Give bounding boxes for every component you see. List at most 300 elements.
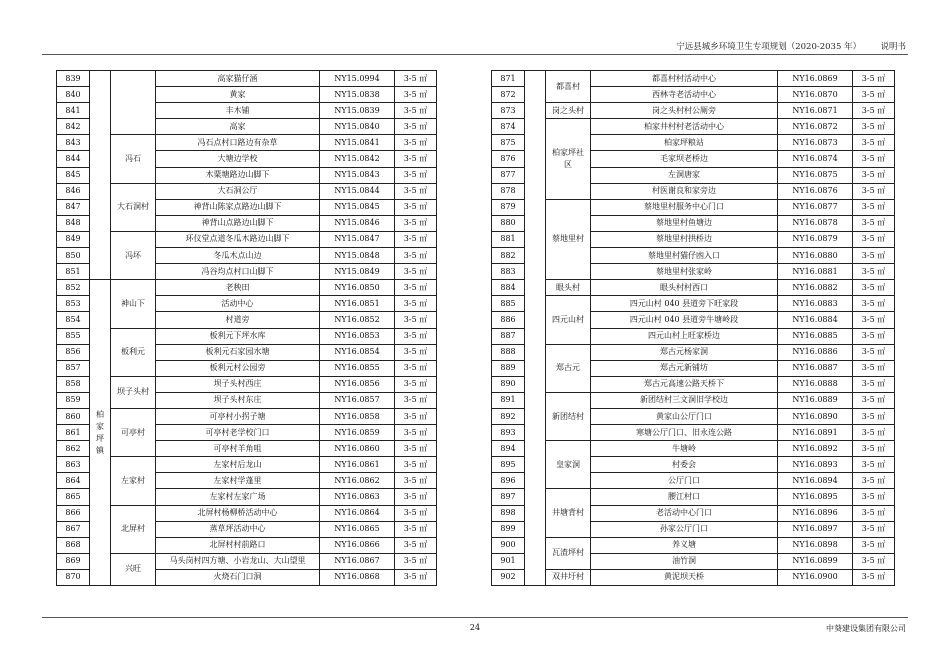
row-number: 897	[492, 489, 525, 505]
row-number: 854	[57, 312, 90, 328]
facility-code: NY16.0882	[778, 280, 853, 296]
area-size: 3-5 ㎡	[853, 360, 895, 376]
table-row	[57, 457, 437, 473]
table-row	[492, 537, 895, 553]
village-cell: 冯坏	[111, 231, 156, 279]
area-size: 3-5 ㎡	[395, 344, 437, 360]
table-row	[492, 441, 895, 457]
area-size: 3-5 ㎡	[395, 457, 437, 473]
location-name: 大石洞公厅	[156, 183, 320, 199]
facility-code: NY16.0893	[778, 457, 853, 473]
area-size: 3-5 ㎡	[395, 296, 437, 312]
location-name: 四元山村 040 县道旁下旺家段	[591, 296, 778, 312]
row-number: 892	[492, 408, 525, 424]
area-size: 3-5 ㎡	[853, 151, 895, 167]
location-name: 高家猫仔涵	[156, 71, 320, 87]
facility-code: NY15.0848	[320, 248, 395, 264]
location-name: 坝子头村西庄	[156, 376, 320, 392]
table-row	[492, 569, 895, 585]
village-cell: 大石洞村	[111, 183, 156, 231]
facility-code: NY16.0896	[778, 505, 853, 521]
facility-code: NY16.0869	[778, 71, 853, 87]
facility-code: NY15.0846	[320, 215, 395, 231]
location-name: 可亭村羊角咀	[156, 441, 320, 457]
area-size: 3-5 ㎡	[395, 521, 437, 537]
area-size: 3-5 ㎡	[853, 280, 895, 296]
area-size: 3-5 ㎡	[395, 489, 437, 505]
area-size: 3-5 ㎡	[853, 199, 895, 215]
location-name: 西林寺老活动中心	[591, 87, 778, 103]
location-name: 左家村左家广场	[156, 489, 320, 505]
area-size: 3-5 ㎡	[853, 408, 895, 424]
location-name: 板利元石家园水塘	[156, 344, 320, 360]
facility-code: NY16.0874	[778, 151, 853, 167]
facility-code: NY16.0898	[778, 537, 853, 553]
village-cell: 左家村	[111, 457, 156, 505]
area-size: 3-5 ㎡	[853, 505, 895, 521]
location-name: 活动中心	[156, 296, 320, 312]
location-name: 蔡地里村鱼塘边	[591, 215, 778, 231]
row-number: 877	[492, 167, 525, 183]
area-size: 3-5 ㎡	[853, 167, 895, 183]
facility-code: NY15.0994	[320, 71, 395, 87]
location-name: 养义塘	[591, 537, 778, 553]
table-row	[492, 119, 895, 135]
area-size: 3-5 ㎡	[853, 376, 895, 392]
location-name: 蒸草坪活动中心	[156, 521, 320, 537]
area-size: 3-5 ㎡	[395, 473, 437, 489]
row-number: 840	[57, 87, 90, 103]
area-size: 3-5 ㎡	[853, 119, 895, 135]
area-size: 3-5 ㎡	[853, 328, 895, 344]
row-number: 864	[57, 473, 90, 489]
location-name: 蔡地里村猫仔凼入口	[591, 248, 778, 264]
location-name: 四元山村上旺家桥边	[591, 328, 778, 344]
facility-code: NY15.0847	[320, 231, 395, 247]
facility-code: NY16.0859	[320, 425, 395, 441]
area-size: 3-5 ㎡	[395, 360, 437, 376]
facility-code: NY16.0857	[320, 392, 395, 408]
row-number: 874	[492, 119, 525, 135]
row-number: 893	[492, 425, 525, 441]
table-row	[57, 135, 437, 151]
facility-code: NY16.0860	[320, 441, 395, 457]
facility-code: NY15.0840	[320, 119, 395, 135]
table-row	[57, 328, 437, 344]
village-cell: 四元山村	[546, 296, 591, 344]
village-cell: 岗之头村	[546, 103, 591, 119]
facility-code: NY16.0856	[320, 376, 395, 392]
area-size: 3-5 ㎡	[395, 71, 437, 87]
facility-code: NY16.0890	[778, 408, 853, 424]
row-number: 871	[492, 71, 525, 87]
location-name: 老活动中心门口	[591, 505, 778, 521]
village-cell: 北屏村	[111, 505, 156, 553]
village-cell: 眼头村	[546, 280, 591, 296]
facility-code: NY15.0844	[320, 183, 395, 199]
row-number: 879	[492, 199, 525, 215]
facility-code: NY16.0888	[778, 376, 853, 392]
row-number: 875	[492, 135, 525, 151]
facility-code: NY16.0873	[778, 135, 853, 151]
area-size: 3-5 ㎡	[853, 71, 895, 87]
table-row	[492, 103, 895, 119]
village-cell: 皇家洞	[546, 441, 591, 489]
location-name: 左家村后龙山	[156, 457, 320, 473]
area-size: 3-5 ㎡	[853, 264, 895, 280]
location-name: 郑古元高速公路天桥下	[591, 376, 778, 392]
table-row	[492, 199, 895, 215]
village-cell: 新团结村	[546, 392, 591, 440]
location-name: 老秧田	[156, 280, 320, 296]
facility-code: NY16.0879	[778, 231, 853, 247]
location-name: 马头岗村四方塘、小岩龙山、大山望里	[156, 553, 320, 569]
row-number: 898	[492, 505, 525, 521]
row-number: 872	[492, 87, 525, 103]
row-number: 849	[57, 231, 90, 247]
table-row	[57, 280, 437, 296]
area-size: 3-5 ㎡	[853, 521, 895, 537]
area-size: 3-5 ㎡	[395, 135, 437, 151]
location-name: 油竹洞	[591, 553, 778, 569]
facility-code: NY16.0871	[778, 103, 853, 119]
location-name: 毛家坝老桥边	[591, 151, 778, 167]
row-number: 869	[57, 553, 90, 569]
row-number: 900	[492, 537, 525, 553]
facility-code: NY16.0867	[320, 553, 395, 569]
area-size: 3-5 ㎡	[395, 183, 437, 199]
row-number: 848	[57, 215, 90, 231]
area-size: 3-5 ㎡	[853, 248, 895, 264]
location-name: 火烧石门口洞	[156, 569, 320, 585]
location-name: 左家村学蓬里	[156, 473, 320, 489]
town-cell	[525, 71, 546, 586]
location-name: 蔡地里村张家岭	[591, 264, 778, 280]
facility-code: NY16.0851	[320, 296, 395, 312]
row-number: 863	[57, 457, 90, 473]
row-number: 902	[492, 569, 525, 585]
row-number: 868	[57, 537, 90, 553]
row-number: 888	[492, 344, 525, 360]
row-number: 858	[57, 376, 90, 392]
location-name: 冯石点村口路边有杂草	[156, 135, 320, 151]
village-cell: 坝子头村	[111, 376, 156, 408]
left-data-table	[56, 70, 437, 586]
page-number: 24	[469, 623, 481, 632]
area-size: 3-5 ㎡	[853, 296, 895, 312]
location-name: 柏家坪粮站	[591, 135, 778, 151]
table-row	[57, 71, 437, 87]
area-size: 3-5 ㎡	[853, 473, 895, 489]
row-number: 899	[492, 521, 525, 537]
row-number: 841	[57, 103, 90, 119]
table-row	[492, 489, 895, 505]
area-size: 3-5 ㎡	[395, 167, 437, 183]
area-size: 3-5 ㎡	[853, 537, 895, 553]
area-size: 3-5 ㎡	[853, 569, 895, 585]
facility-code: NY16.0852	[320, 312, 395, 328]
row-number: 845	[57, 167, 90, 183]
village-cell: 井塘背村	[546, 489, 591, 537]
area-size: 3-5 ㎡	[395, 505, 437, 521]
location-name: 北屏村村前路口	[156, 537, 320, 553]
area-size: 3-5 ㎡	[395, 151, 437, 167]
location-name: 板利元下坪水库	[156, 328, 320, 344]
facility-code: NY16.0883	[778, 296, 853, 312]
facility-code: NY16.0861	[320, 457, 395, 473]
facility-code: NY15.0845	[320, 199, 395, 215]
area-size: 3-5 ㎡	[395, 199, 437, 215]
row-number: 895	[492, 457, 525, 473]
location-name: 腰江村口	[591, 489, 778, 505]
location-name: 冬瓜木点山边	[156, 248, 320, 264]
row-number: 891	[492, 392, 525, 408]
area-size: 3-5 ㎡	[853, 312, 895, 328]
table-row	[57, 408, 437, 424]
village-cell: 板利元	[111, 328, 156, 376]
row-number: 881	[492, 231, 525, 247]
village-cell: 都喜村	[546, 71, 591, 103]
facility-code: NY16.0865	[320, 521, 395, 537]
area-size: 3-5 ㎡	[853, 87, 895, 103]
area-size: 3-5 ㎡	[395, 553, 437, 569]
facility-code: NY15.0839	[320, 103, 395, 119]
facility-code: NY16.0858	[320, 408, 395, 424]
area-size: 3-5 ㎡	[395, 215, 437, 231]
location-name: 可亭村小拐子塘	[156, 408, 320, 424]
row-number: 884	[492, 280, 525, 296]
facility-code: NY16.0889	[778, 392, 853, 408]
row-number: 883	[492, 264, 525, 280]
table-row	[57, 376, 437, 392]
facility-code: NY16.0870	[778, 87, 853, 103]
location-name: 神背山点路边山脚下	[156, 215, 320, 231]
village-cell: 郑古元	[546, 344, 591, 392]
location-name: 四元山村 040 县道旁牛塘岭段	[591, 312, 778, 328]
row-number: 842	[57, 119, 90, 135]
location-name: 高家	[156, 119, 320, 135]
facility-code: NY16.0881	[778, 264, 853, 280]
location-name: 岗之头村村公厕旁	[591, 103, 778, 119]
location-name: 黄泥坝天桥	[591, 569, 778, 585]
area-size: 3-5 ㎡	[853, 344, 895, 360]
location-name: 环仪堂点道冬瓜木路边山脚下	[156, 231, 320, 247]
row-number: 839	[57, 71, 90, 87]
town-cell	[90, 71, 111, 280]
company-name: 中葵建设集团有限公司	[826, 624, 906, 633]
area-size: 3-5 ㎡	[853, 457, 895, 473]
row-number: 870	[57, 569, 90, 585]
location-name: 丰木铺	[156, 103, 320, 119]
facility-code: NY16.0850	[320, 280, 395, 296]
area-size: 3-5 ㎡	[853, 135, 895, 151]
facility-code: NY15.0843	[320, 167, 395, 183]
facility-code: NY15.0838	[320, 87, 395, 103]
row-number: 894	[492, 441, 525, 457]
village-cell: 瓦渣坪村	[546, 537, 591, 569]
location-name: 村委会	[591, 457, 778, 473]
facility-code: NY16.0872	[778, 119, 853, 135]
location-name: 大塘边学校	[156, 151, 320, 167]
facility-code: NY15.0849	[320, 264, 395, 280]
area-size: 3-5 ㎡	[395, 328, 437, 344]
facility-code: NY16.0877	[778, 199, 853, 215]
village-cell: 冯石	[111, 135, 156, 183]
row-number: 855	[57, 328, 90, 344]
facility-code: NY16.0885	[778, 328, 853, 344]
area-size: 3-5 ㎡	[395, 441, 437, 457]
location-name: 蔡地里村拱桥边	[591, 231, 778, 247]
location-name: 黄家	[156, 87, 320, 103]
facility-code: NY16.0853	[320, 328, 395, 344]
location-name: 冯谷均点村口山脚下	[156, 264, 320, 280]
facility-code: NY16.0876	[778, 183, 853, 199]
area-size: 3-5 ㎡	[395, 408, 437, 424]
area-size: 3-5 ㎡	[853, 489, 895, 505]
location-name: 黄家山公厅门口	[591, 408, 778, 424]
table-row	[57, 183, 437, 199]
row-number: 853	[57, 296, 90, 312]
row-number: 860	[57, 408, 90, 424]
location-name: 蔡地里村服务中心门口	[591, 199, 778, 215]
facility-code: NY16.0887	[778, 360, 853, 376]
location-name: 公厅门口	[591, 473, 778, 489]
area-size: 3-5 ㎡	[395, 392, 437, 408]
table-row	[492, 392, 895, 408]
facility-code: NY16.0862	[320, 473, 395, 489]
facility-code: NY16.0880	[778, 248, 853, 264]
header-divider	[42, 54, 908, 55]
row-number: 856	[57, 344, 90, 360]
footer-divider	[42, 617, 908, 618]
location-name: 郑古元杨家洞	[591, 344, 778, 360]
row-number: 866	[57, 505, 90, 521]
area-size: 3-5 ㎡	[395, 87, 437, 103]
row-number: 851	[57, 264, 90, 280]
table-row	[492, 280, 895, 296]
facility-code: NY15.0841	[320, 135, 395, 151]
location-name: 寒塘公厅门口、旧永连公路	[591, 425, 778, 441]
area-size: 3-5 ㎡	[395, 280, 437, 296]
right-data-table	[491, 70, 895, 586]
area-size: 3-5 ㎡	[853, 183, 895, 199]
row-number: 887	[492, 328, 525, 344]
row-number: 876	[492, 151, 525, 167]
facility-code: NY15.0842	[320, 151, 395, 167]
row-number: 885	[492, 296, 525, 312]
row-number: 865	[57, 489, 90, 505]
row-number: 861	[57, 425, 90, 441]
area-size: 3-5 ㎡	[395, 103, 437, 119]
facility-code: NY16.0892	[778, 441, 853, 457]
facility-code: NY16.0855	[320, 360, 395, 376]
row-number: 886	[492, 312, 525, 328]
facility-code: NY16.0897	[778, 521, 853, 537]
area-size: 3-5 ㎡	[853, 441, 895, 457]
table-row	[57, 505, 437, 521]
area-size: 3-5 ㎡	[853, 215, 895, 231]
area-size: 3-5 ㎡	[853, 103, 895, 119]
location-name: 左洞唐家	[591, 167, 778, 183]
location-name: 村医谢良和家旁边	[591, 183, 778, 199]
table-row	[492, 71, 895, 87]
facility-code: NY16.0866	[320, 537, 395, 553]
village-cell: 兴旺	[111, 553, 156, 585]
location-name: 新团结村三文洞旧学校边	[591, 392, 778, 408]
facility-code: NY16.0894	[778, 473, 853, 489]
facility-code: NY16.0899	[778, 553, 853, 569]
row-number: 889	[492, 360, 525, 376]
facility-code: NY16.0886	[778, 344, 853, 360]
location-name: 可亭村老学校门口	[156, 425, 320, 441]
facility-code: NY16.0875	[778, 167, 853, 183]
row-number: 890	[492, 376, 525, 392]
table-row	[57, 553, 437, 569]
village-cell: 可亭村	[111, 408, 156, 456]
location-name: 木粟塘路边山脚下	[156, 167, 320, 183]
row-number: 847	[57, 199, 90, 215]
row-number: 873	[492, 103, 525, 119]
row-number: 878	[492, 183, 525, 199]
row-number: 880	[492, 215, 525, 231]
row-number: 867	[57, 521, 90, 537]
row-number: 901	[492, 553, 525, 569]
area-size: 3-5 ㎡	[395, 376, 437, 392]
document-title: 宁远县城乡环境卫生专项规划（2020-2035 年）	[676, 42, 862, 52]
row-number: 843	[57, 135, 90, 151]
area-size: 3-5 ㎡	[395, 119, 437, 135]
facility-code: NY16.0863	[320, 489, 395, 505]
area-size: 3-5 ㎡	[395, 537, 437, 553]
location-name: 神背山陈家点路边山脚下	[156, 199, 320, 215]
location-name: 村道旁	[156, 312, 320, 328]
location-name: 眼头村村西口	[591, 280, 778, 296]
row-number: 862	[57, 441, 90, 457]
facility-code: NY16.0900	[778, 569, 853, 585]
table-row	[492, 344, 895, 360]
area-size: 3-5 ㎡	[853, 392, 895, 408]
location-name: 板利元村公园旁	[156, 360, 320, 376]
location-name: 柏家井村村老活动中心	[591, 119, 778, 135]
town-cell: 柏家坪镇	[90, 280, 111, 586]
area-size: 3-5 ㎡	[395, 248, 437, 264]
row-number: 850	[57, 248, 90, 264]
area-size: 3-5 ㎡	[395, 312, 437, 328]
area-size: 3-5 ㎡	[853, 553, 895, 569]
facility-code: NY16.0854	[320, 344, 395, 360]
facility-code: NY16.0868	[320, 569, 395, 585]
row-number: 859	[57, 392, 90, 408]
location-name: 孙家公厅门口	[591, 521, 778, 537]
area-size: 3-5 ㎡	[395, 425, 437, 441]
table-row	[492, 296, 895, 312]
table-row	[57, 231, 437, 247]
area-size: 3-5 ㎡	[853, 231, 895, 247]
location-name: 坝子头村东庄	[156, 392, 320, 408]
facility-code: NY16.0864	[320, 505, 395, 521]
area-size: 3-5 ㎡	[853, 425, 895, 441]
facility-code: NY16.0895	[778, 489, 853, 505]
village-cell: 柏家坪社区	[546, 119, 591, 199]
village-cell: 神山下	[111, 280, 156, 328]
location-name: 都喜村村活动中心	[591, 71, 778, 87]
area-size: 3-5 ㎡	[395, 264, 437, 280]
row-number: 852	[57, 280, 90, 296]
document-type: 说明书	[880, 42, 906, 52]
area-size: 3-5 ㎡	[395, 231, 437, 247]
area-size: 3-5 ㎡	[395, 569, 437, 585]
facility-code: NY16.0878	[778, 215, 853, 231]
